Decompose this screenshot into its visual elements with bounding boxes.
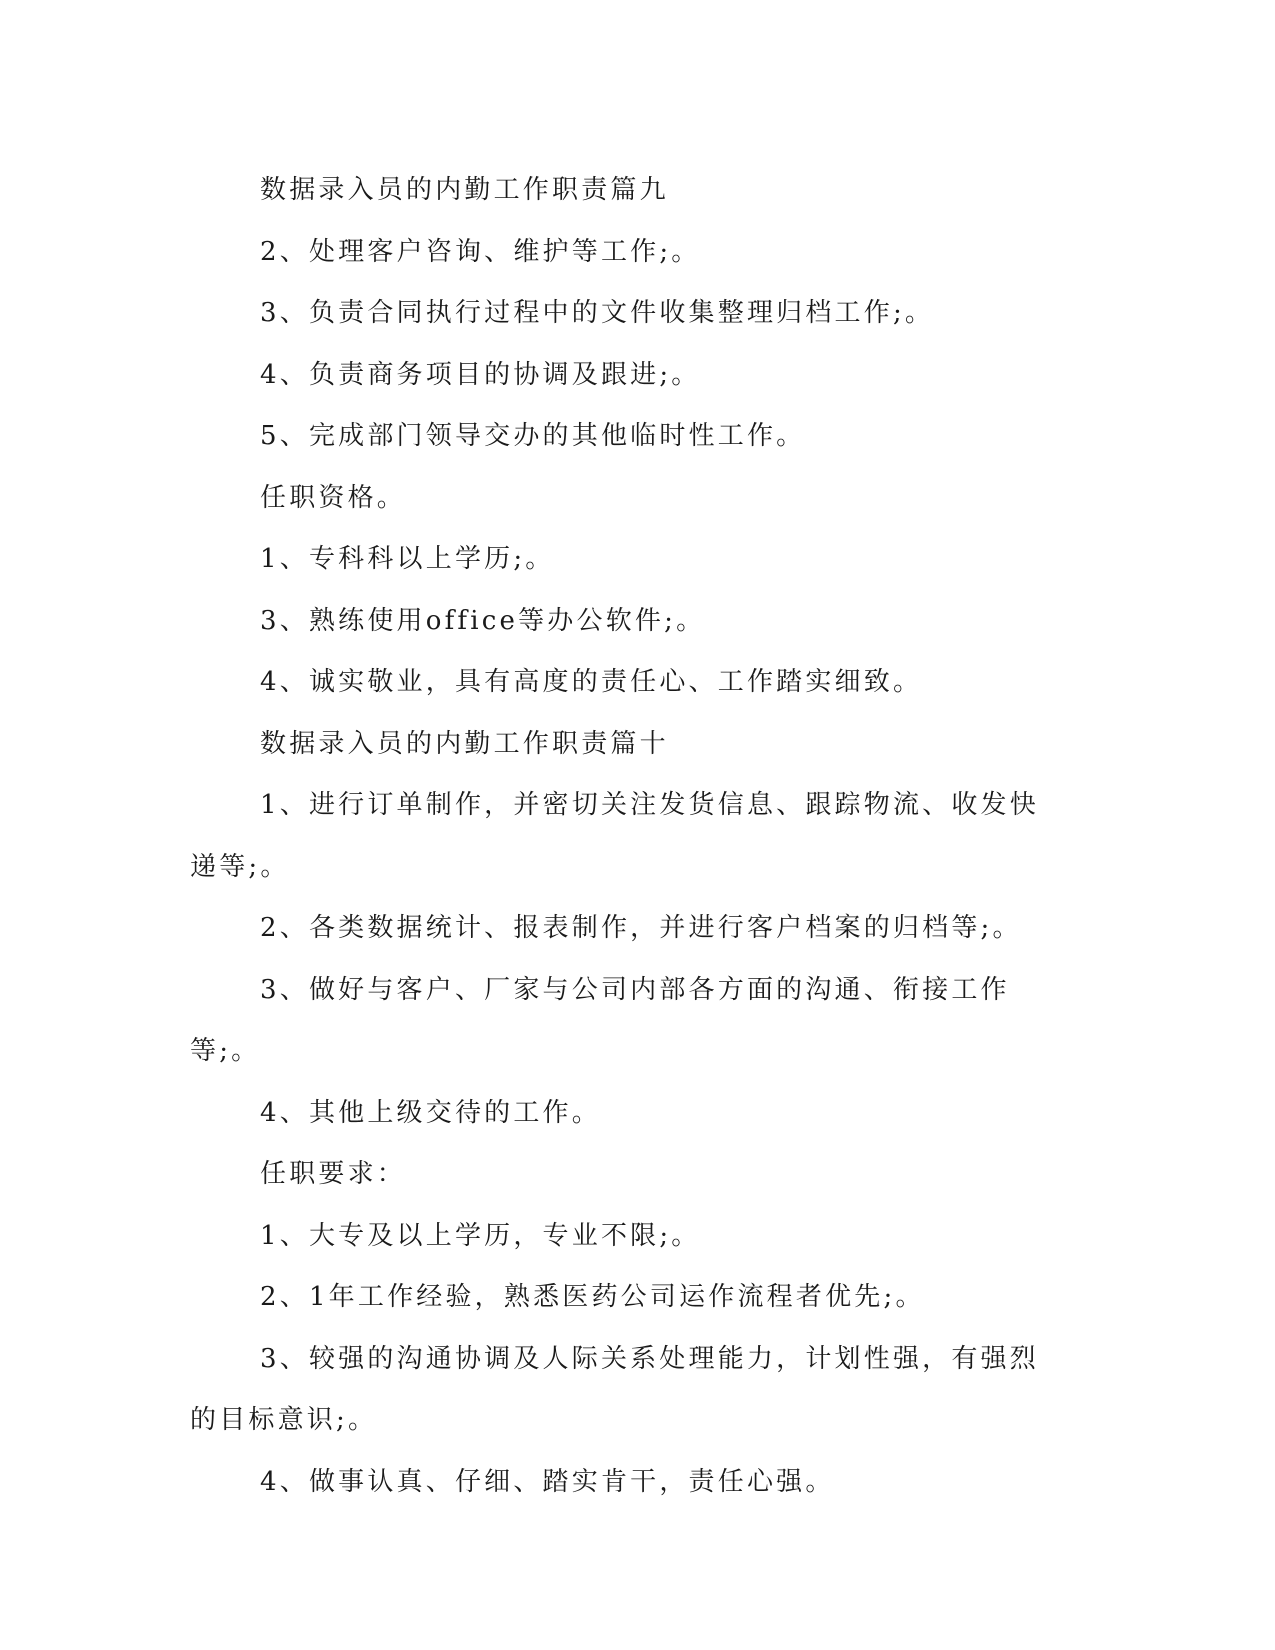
list-item: 3、负责合同执行过程中的文件收集整理归档工作;。: [260, 298, 935, 328]
list-item: 3、熟练使用office等办公软件;。: [260, 605, 706, 636]
list-item: 3、做好与客户、厂家与公司内部各方面的沟通、衔接工作等;。: [190, 974, 1010, 1066]
list-item: 4、诚实敬业，具有高度的责任心、工作踏实细致。: [260, 667, 923, 697]
subsection-heading: 任职要求：: [260, 1159, 407, 1189]
list-item: 5、完成部门领导交办的其他临时性工作。: [260, 421, 806, 451]
list-item: 4、负责商务项目的协调及跟进;。: [260, 359, 701, 390]
section-heading: 数据录入员的内勤工作职责篇九: [260, 175, 669, 205]
list-item: 1、大专及以上学历，专业不限;。: [260, 1220, 701, 1251]
list-item: 2、处理客户咨询、维护等工作;。: [260, 236, 701, 267]
list-item: 2、1年工作经验，熟悉医药公司运作流程者优先;。: [260, 1282, 925, 1312]
list-item: 1、进行订单制作，并密切关注发货信息、跟踪物流、收发快递等;。: [190, 790, 1039, 882]
list-item: 4、做事认真、仔细、踏实肯干，责任心强。: [260, 1466, 835, 1497]
list-item: 1、专科科以上学历;。: [260, 544, 555, 574]
document-body: [190, 160, 1065, 1513]
section-heading: 数据录入员的内勤工作职责篇十: [260, 728, 669, 759]
list-item: 4、其他上级交待的工作。: [260, 1097, 601, 1128]
subsection-heading: 任职资格。: [260, 482, 407, 513]
list-item: 3、较强的沟通协调及人际关系处理能力，计划性强，有强烈的目标意识;。: [190, 1343, 1039, 1435]
list-item: 2、各类数据统计、报表制作，并进行客户档案的归档等;。: [260, 913, 1022, 943]
